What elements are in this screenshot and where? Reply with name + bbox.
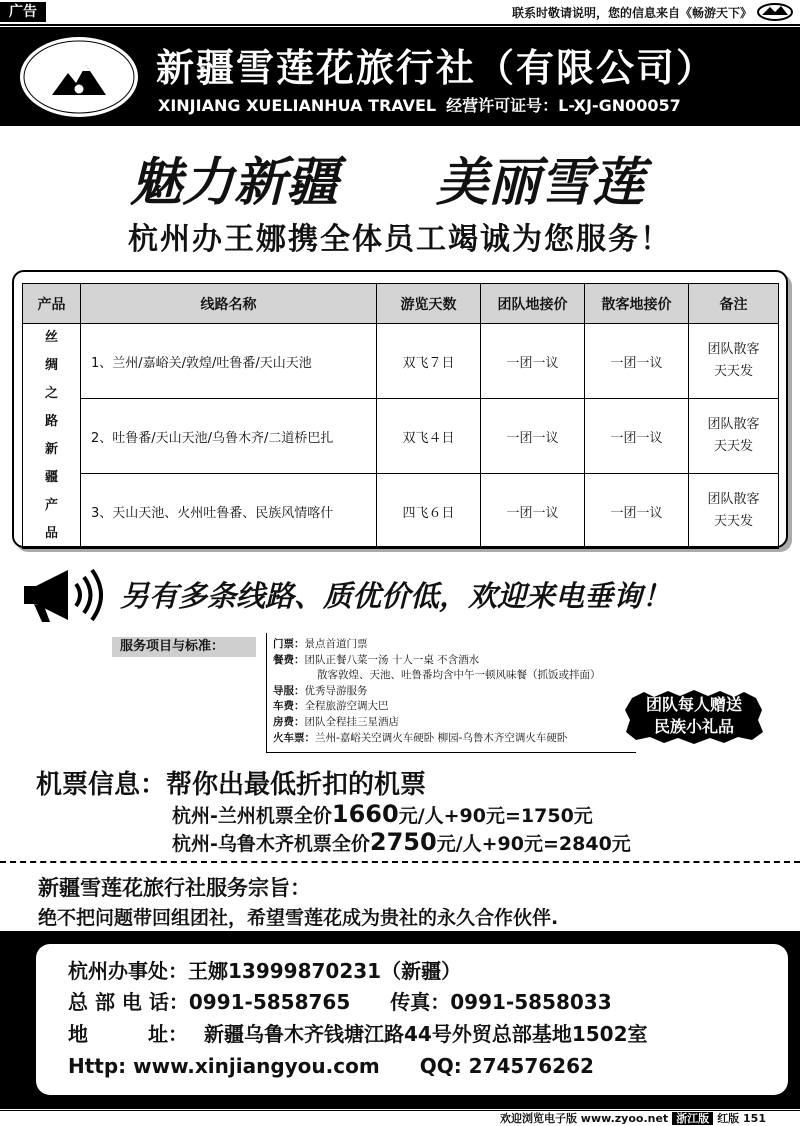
team-price: 一团一议 <box>481 399 585 474</box>
section-name: 红版 <box>717 1112 740 1125</box>
license-number: 经营许可证号：L-XJ-GN00057 <box>446 96 681 115</box>
service-key: 门票： <box>273 638 305 650</box>
table-header-row <box>23 284 779 324</box>
gift-line: 团队每人赠送 <box>645 695 742 714</box>
service-value: 团队正餐八菜一汤 十人一桌 不含酒水 <box>304 653 480 666</box>
product-char: 产 <box>44 498 58 513</box>
route-note <box>689 399 779 474</box>
megaphone-icon <box>20 566 108 624</box>
magazine-brand-icon <box>756 2 794 22</box>
service-item <box>273 731 636 747</box>
individual-price: 一团一议 <box>585 399 689 474</box>
edition-badge: 浙江版 <box>672 1112 713 1125</box>
column-header: 备注 <box>689 284 779 324</box>
company-header <box>0 27 800 126</box>
tour-days: 双飞７日 <box>377 324 481 399</box>
individual-price: 一团一议 <box>585 474 689 549</box>
tour-days: 四飞６日 <box>377 474 481 549</box>
company-name-en-line <box>158 93 681 116</box>
source-notice: 联系时敬请说明，您的信息来自《畅游天下》 <box>511 6 752 20</box>
hq-phone: 总 部 电 话：0991-5858765 <box>68 990 351 1014</box>
service-item <box>273 637 636 653</box>
slogan <box>100 140 700 212</box>
service-value: 团队全程挂三星酒店 <box>304 715 399 728</box>
company-name-en: XINJIANG XUELIANHUA TRAVEL <box>158 96 437 115</box>
company-name: 新疆雪莲花旅行社（有限公司） <box>156 46 717 90</box>
website-link[interactable]: Http: www.xinjiangyou.com <box>68 1054 380 1078</box>
route-note <box>689 324 779 399</box>
service-value: 全程旅游空调大巴 <box>304 700 389 713</box>
page-footer <box>0 1110 800 1126</box>
air-route: 杭州-乌鲁木齐机票全价 <box>172 833 370 855</box>
gift-line: 民族小礼品 <box>653 717 734 736</box>
service-value: 兰州-嘉峪关空调火车硬卧 柳园-乌鲁木齐空调火车硬卧 <box>315 731 568 744</box>
tenet-text: 绝不把问题带回组团社，希望雪莲花成为贵社的永久合作伙伴. <box>38 907 559 929</box>
air-ticket-line <box>172 828 631 856</box>
product-char: 品 <box>44 526 58 541</box>
footer-content <box>500 1111 766 1126</box>
product-char: 新 <box>44 442 58 457</box>
company-logo-icon <box>16 33 142 121</box>
note-line: 天天发 <box>713 364 753 379</box>
team-price: 一团一议 <box>481 474 585 549</box>
page-number: 151 <box>743 1112 766 1125</box>
column-header: 散客地接价 <box>585 284 689 324</box>
air-ticket-line <box>172 800 593 828</box>
product-char: 绸 <box>44 358 58 373</box>
air-price-detail: 元/人+90元=2840元 <box>436 833 631 855</box>
service-item <box>273 653 636 669</box>
service-key: 车费： <box>273 700 305 713</box>
air-price-detail: 元/人+90元=1750元 <box>398 805 593 827</box>
slogan-left: 魅力新疆 <box>130 152 339 213</box>
office-contact: 杭州办事处：王娜13999870231（新疆） <box>68 959 462 983</box>
address-line <box>68 1018 648 1047</box>
service-key: 导服： <box>273 684 305 697</box>
qq-number: QQ: 274576262 <box>419 1054 594 1078</box>
footer-text: 欢迎浏览电子版 www.zyoo.net <box>499 1112 669 1125</box>
team-price: 一团一议 <box>481 324 585 399</box>
service-key: 餐费： <box>273 653 305 666</box>
service-key: 房费： <box>273 715 305 728</box>
column-header: 线路名称 <box>81 284 377 324</box>
address-label: 地 址： <box>68 1022 188 1046</box>
table-row <box>23 399 779 474</box>
table-row <box>23 474 779 549</box>
top-bar <box>0 0 800 26</box>
service-value: 景点首道门票 <box>304 638 368 650</box>
service-line: 杭州办王娜携全体员工竭诚为您服务！ <box>128 222 672 257</box>
slogan-right: 美丽雪莲 <box>436 152 645 213</box>
service-value: 优秀导游服务 <box>304 684 368 697</box>
note-line: 天天发 <box>713 514 753 529</box>
section-divider <box>0 861 800 863</box>
service-item <box>273 715 636 731</box>
address-value: 新疆乌鲁木齐钱塘江路44号外贸总部基地1502室 <box>204 1022 648 1046</box>
ad-tag: 广告 <box>0 2 46 22</box>
routes-table <box>22 283 779 549</box>
table-row <box>23 324 779 399</box>
gift-badge-text <box>624 694 764 738</box>
air-ticket-title: 机票信息：帮你出最低折扣的机票 <box>36 770 427 800</box>
route-name: 3、天山天池、火州吐鲁番、民族风情喀什 <box>81 474 377 549</box>
column-header: 团队地接价 <box>481 284 585 324</box>
product-char: 路 <box>44 414 58 429</box>
service-item <box>273 699 636 715</box>
route-note <box>689 474 779 549</box>
route-name: 1、兰州/嘉峪关/敦煌/吐鲁番/天山天池 <box>81 324 377 399</box>
product-category <box>23 324 81 549</box>
individual-price: 一团一议 <box>585 324 689 399</box>
service-value: 散客敦煌、天池、吐鲁番均含中午一顿风味餐（抓饭或拌面） <box>317 669 601 682</box>
services-label: 服务项目与标准： <box>112 637 256 657</box>
route-name: 2、吐鲁番/天山天池/乌鲁木齐/二道桥巴扎 <box>81 399 377 474</box>
fax-number: 传真：0991-5858033 <box>390 990 612 1014</box>
note-line: 天天发 <box>713 439 753 454</box>
web-qq-line <box>68 1054 594 1078</box>
tenet-title: 新疆雪莲花旅行社服务宗旨： <box>38 876 311 900</box>
service-item <box>273 684 636 700</box>
note-line: 团队散客 <box>707 492 760 507</box>
air-route: 杭州-兰州机票全价 <box>172 805 332 827</box>
more-routes-promo: 另有多条线路、质优价低，欢迎来电垂询！ <box>120 579 672 613</box>
air-price: 2750 <box>369 828 437 856</box>
service-key: 火车票： <box>273 731 315 744</box>
tour-days: 双飞４日 <box>377 399 481 474</box>
service-item <box>273 668 636 684</box>
product-char: 疆 <box>44 470 58 485</box>
product-char: 丝 <box>44 330 58 345</box>
services-list <box>266 633 636 753</box>
column-header: 产品 <box>23 284 81 324</box>
air-price: 1660 <box>331 800 399 828</box>
column-header: 游览天数 <box>377 284 481 324</box>
note-line: 团队散客 <box>707 342 760 357</box>
product-char: 之 <box>44 386 58 401</box>
note-line: 团队散客 <box>707 417 760 432</box>
phone-fax-line <box>68 986 612 1015</box>
